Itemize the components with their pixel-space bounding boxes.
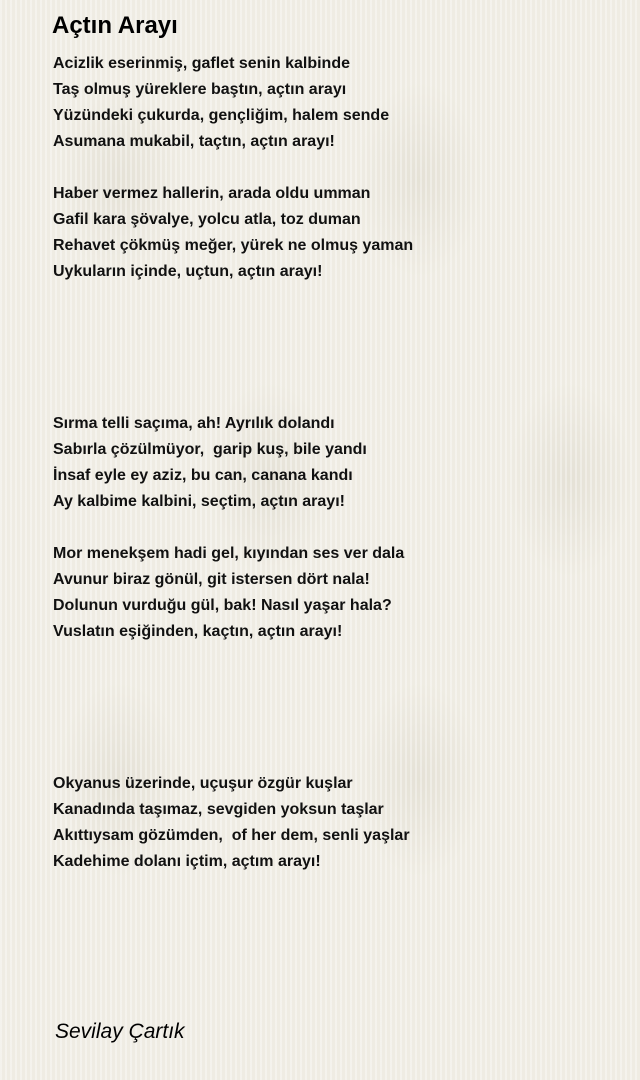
poem-line: Haber vermez hallerin, arada oldu umman: [53, 185, 371, 202]
poem-line: Avunur biraz gönül, git istersen dört nala!: [53, 571, 370, 588]
poem-line: Sırma telli saçıma, ah! Ayrılık dolandı: [53, 415, 335, 432]
poem-line: Asumana mukabil, taçtın, açtın arayı!: [53, 133, 335, 150]
poem-line: Taş olmuş yüreklere baştın, açtın arayı: [53, 81, 347, 98]
stanza-2: [53, 181, 613, 285]
poem-line: Kadehime dolanı içtim, açtım arayı!: [53, 853, 321, 870]
poem-line: Ay kalbime kalbini, seçtim, açtın arayı!: [53, 493, 345, 510]
poem-line: Mor menekşem hadi gel, kıyından ses ver dala: [53, 545, 405, 562]
poem-line: Dolunun vurduğu gül, bak! Nasıl yaşar hala?: [53, 597, 392, 614]
poem-line: Yüzündeki çukurda, gençliğim, halem sende: [53, 107, 390, 124]
poem-line: Acizlik eserinmiş, gaflet senin kalbinde: [53, 55, 350, 72]
stanza-3: [53, 411, 613, 515]
poem-line: Okyanus üzerinde, uçuşur özgür kuşlar: [53, 775, 353, 792]
poem-line: Akıttıysam gözümden, of her dem, senli yaşlar: [53, 827, 410, 844]
poem-title: Açtın Arayı: [52, 12, 178, 39]
poem-line: Rehavet çökmüş meğer, yürek ne olmuş yaman: [53, 237, 414, 254]
poem-line: Uykuların içinde, uçtun, açtın arayı!: [53, 263, 323, 280]
poem-line: İnsaf eyle ey aziz, bu can, canana kandı: [53, 467, 353, 484]
poem-line: Vuslatın eşiğinden, kaçtın, açtın arayı!: [53, 623, 343, 640]
poem-line: Gafil kara şövalye, yolcu atla, toz duman: [53, 211, 361, 228]
stanza-4: [53, 541, 613, 645]
stanza-5: [53, 771, 613, 875]
poem-line: Sabırla çözülmüyor, garip kuş, bile yandı: [53, 441, 367, 458]
poem-line: Kanadında taşımaz, sevgiden yoksun taşlar: [53, 801, 384, 818]
author-name: Sevilay Çartık: [55, 1020, 185, 1043]
stanza-1: [53, 51, 613, 155]
